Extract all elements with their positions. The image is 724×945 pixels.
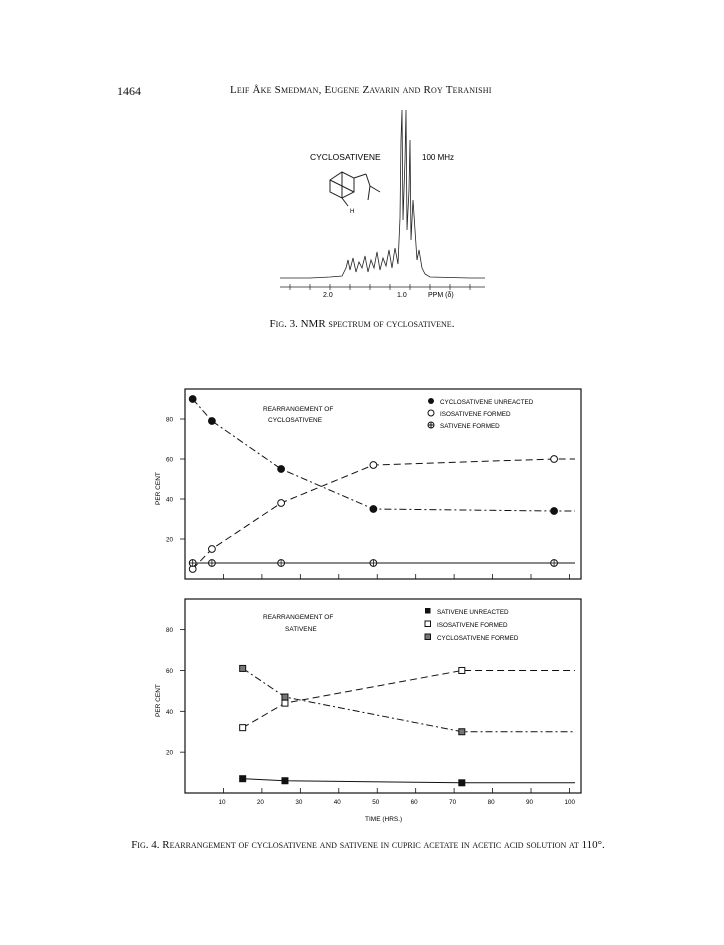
panel-bottom-title-line1: REARRANGEMENT OF	[263, 614, 334, 621]
data-point-open-circle	[370, 462, 377, 469]
legend-open-square-icon	[425, 621, 431, 627]
data-point-filled-square	[240, 776, 246, 782]
data-point-open-circle	[209, 546, 216, 553]
legend-top-1: CYCLOSATIVENE UNREACTED	[440, 399, 534, 406]
legend-hatched-square-icon	[425, 634, 431, 640]
legend-filled-circle-icon	[428, 398, 434, 404]
nmr-tick-label-2: 2.0	[323, 292, 333, 299]
data-point-hatched-square	[459, 729, 465, 735]
x-tick-label: 70	[449, 799, 457, 806]
panel-top-legend	[428, 398, 534, 430]
data-point-filled-circle	[209, 418, 216, 425]
series-line-1	[243, 779, 575, 783]
x-tick-label: 40	[333, 799, 341, 806]
x-axis-label: TIME (HRS.)	[365, 816, 403, 823]
x-tick-label: 50	[372, 799, 380, 806]
y-axis-label-bottom: PER CENT	[155, 684, 162, 717]
fig4-chart	[140, 385, 600, 825]
x-tick-label: 60	[410, 799, 418, 806]
nmr-compound-label: CYCLOSATIVENE	[310, 152, 381, 162]
y-tick-label: 80	[166, 416, 174, 424]
x-tick-label: 80	[487, 799, 495, 806]
series-line-2	[243, 671, 575, 728]
y-axis-label-top: PER CENT	[155, 472, 162, 505]
data-point-open-square	[282, 700, 288, 706]
panel-bottom-title-line2: SATIVENE	[285, 626, 317, 633]
panel-top-frame	[185, 389, 581, 579]
legend-top-3: SATIVENE FORMED	[440, 423, 500, 430]
y-tick-label: 40	[166, 496, 174, 504]
legend-bottom-1: SATIVENE UNREACTED	[437, 609, 509, 616]
legend-filled-square-icon	[425, 608, 431, 614]
fig3-caption: Fig. 3. NMR spectrum of cyclosativene.	[269, 318, 455, 330]
molecule-h-label: H	[350, 209, 355, 215]
x-tick-label: 100	[564, 799, 575, 806]
data-point-open-circle	[278, 500, 285, 507]
legend-top-2: ISOSATIVENE FORMED	[440, 411, 511, 418]
x-tick-label: 30	[295, 799, 303, 806]
y-tick-label: 60	[166, 667, 174, 675]
data-point-filled-square	[459, 780, 465, 786]
x-tick-label: 90	[526, 799, 534, 806]
data-point-hatched-square	[282, 694, 288, 700]
data-point-open-square	[240, 725, 246, 731]
y-tick-label: 80	[166, 627, 174, 635]
nmr-frequency-label: 100 MHz	[422, 153, 455, 162]
nmr-tick-label-1: 1.0	[397, 292, 407, 299]
y-tick-label: 20	[166, 536, 174, 544]
page-number: 1464	[117, 84, 141, 98]
panel-bottom-frame	[185, 599, 581, 793]
data-point-open-circle	[551, 456, 558, 463]
panel-bottom	[166, 599, 581, 806]
nmr-tick-label-ppm: PPM (δ)	[428, 292, 454, 299]
panel-bottom-legend	[425, 608, 519, 642]
x-tick-label: 10	[218, 799, 226, 806]
molecule-structure-drawing	[330, 172, 380, 206]
y-tick-label: 40	[166, 708, 174, 716]
running-head: Leif Åke Smedman, Eugene Zavarin and Roy Teranishi	[230, 84, 492, 96]
data-point-open-square	[459, 667, 465, 673]
legend-bottom-3: CYCLOSATIVENE FORMED	[437, 635, 519, 642]
legend-open-circle-icon	[428, 410, 434, 416]
series-line-1	[193, 399, 575, 511]
panel-top-title-line1: REARRANGEMENT OF	[263, 406, 334, 413]
series-line-3	[243, 668, 575, 731]
fig4-caption: Fig. 4. Rearrangement of cyclosativene and sativene in cupric acetate in acetic acid solution at 110°.	[131, 839, 605, 851]
nmr-trace	[280, 110, 485, 278]
data-point-hatched-square	[240, 665, 246, 671]
data-point-filled-square	[282, 778, 288, 784]
series-line-2	[193, 459, 575, 569]
legend-bottom-2: ISOSATIVENE FORMED	[437, 622, 508, 629]
data-point-filled-circle	[189, 396, 196, 403]
data-point-filled-circle	[370, 506, 377, 513]
panel-top-title-line2: CYCLOSATIVENE	[268, 417, 323, 424]
y-tick-label: 60	[166, 456, 174, 464]
nmr-spectrum-figure	[270, 100, 500, 310]
panel-top	[166, 389, 581, 579]
x-tick-label: 20	[256, 799, 264, 806]
data-point-filled-circle	[551, 508, 558, 515]
y-tick-label: 20	[166, 749, 174, 757]
data-point-filled-circle	[278, 466, 285, 473]
